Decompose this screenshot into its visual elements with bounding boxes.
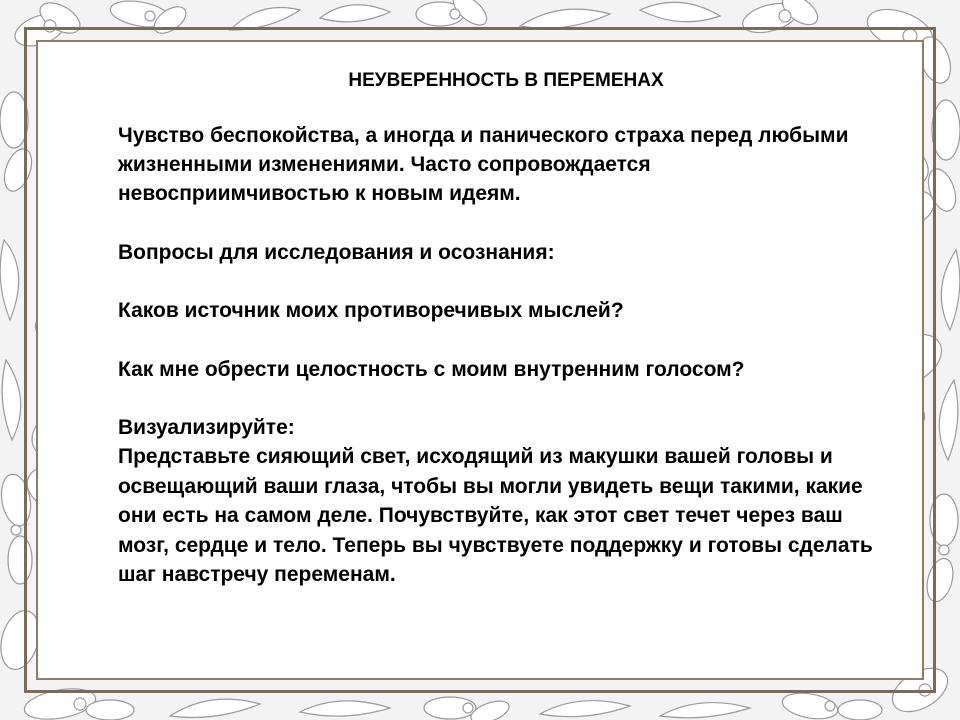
- slide-content: [118, 68, 878, 589]
- leaf-icon: [520, 2, 720, 28]
- leaf-icon: [170, 699, 390, 717]
- visualize-heading: Визуализируйте:: [118, 415, 295, 439]
- leaf-icon: [0, 240, 21, 440]
- slide-title: НЕУВЕРЕННОСТЬ В ПЕРЕМЕНАХ: [348, 70, 664, 91]
- description-text: Чувство беспокойства, а иногда и панического страха перед любыми жизненными изменениями. Часто сопровождается невосприимчивостью к новым идеям.: [118, 123, 849, 206]
- visualize-text: Представьте сияющий свет, исходящий из макушки вашей головы и освещающий ваши глаза, чтобы вы могли увидеть вещи такими, какие они есть на самом деле. Почувствуйте, как этот свет течет через ваш мозг, сердце и тело. Теперь вы чувствуете поддержку и готовы сделать шаг навстречу переменам.: [118, 445, 873, 586]
- flower-icon: [780, 689, 882, 720]
- question-2: Как мне обрести целостность с моим внутренним голосом?: [118, 357, 745, 381]
- questions-heading: Вопросы для исследования и осознания:: [118, 240, 555, 264]
- leaf-icon: [540, 701, 750, 718]
- leaf-icon: [939, 250, 960, 460]
- flower-icon: [424, 697, 512, 720]
- question-1: Каков источник моих противоречивых мыслей?: [118, 299, 624, 323]
- flower-icon: [416, 0, 492, 31]
